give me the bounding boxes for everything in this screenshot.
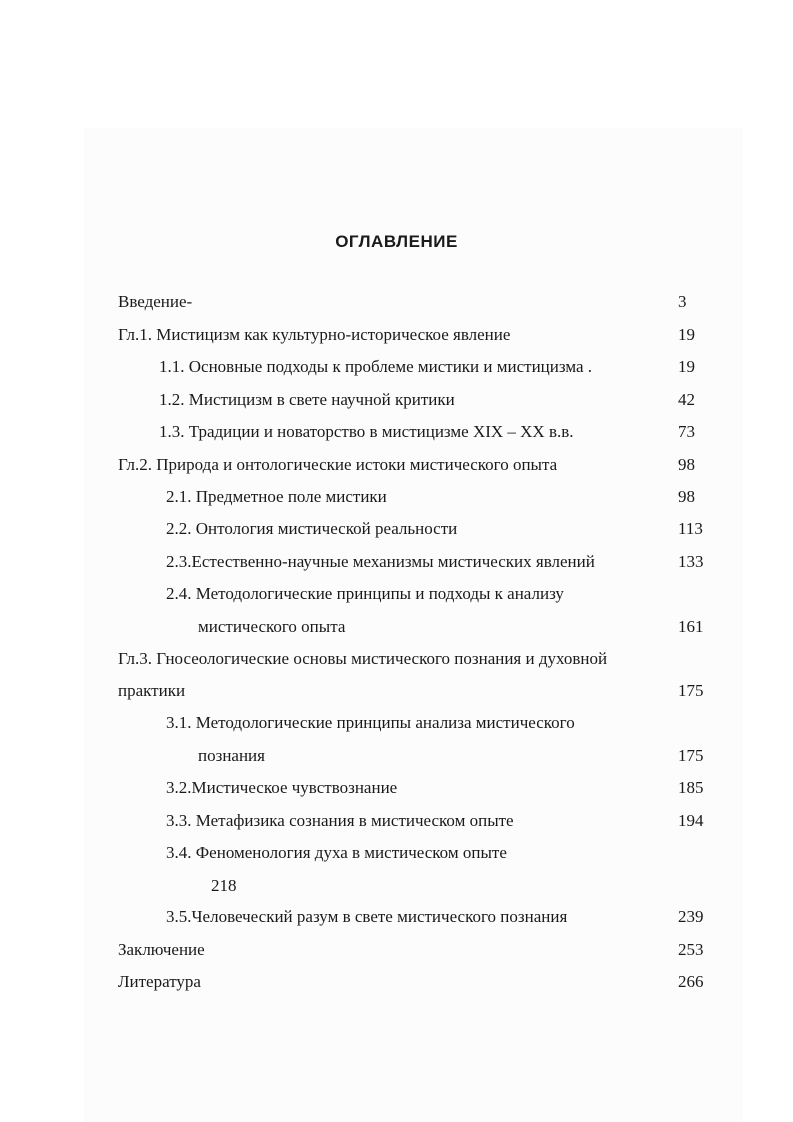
toc-page-number: 194	[678, 811, 704, 830]
page-title: ОГЛАВЛЕНИЕ	[335, 232, 458, 251]
toc-page-number-misplaced: 218	[211, 876, 237, 895]
toc-page-number: 19	[678, 325, 695, 344]
toc-page-number: 239	[678, 907, 704, 926]
toc-page-number: 98	[678, 455, 695, 474]
toc-entry-text: 2.2. Онтология мистической реальности	[166, 519, 458, 538]
toc-entry-text: 3.3. Метафизика сознания в мистическом опыте	[166, 811, 514, 830]
toc-entry-text: Заключение	[118, 940, 205, 959]
toc-entry-text: 2.4. Методологические принципы и подходы к анализу	[166, 584, 564, 603]
toc-entry-text: 2.3.Естественно-научные механизмы мистических явлений	[166, 552, 595, 571]
toc-page-number: 133	[678, 552, 704, 571]
toc-entry-text-continuation: познания	[198, 746, 265, 765]
toc-page-number: 266	[678, 972, 704, 991]
toc-entry-text-continuation: мистического опыта	[198, 617, 346, 636]
toc-page-number: 3	[678, 292, 687, 311]
toc-entry-text: 3.5.Человеческий разум в свете мистического познания	[166, 907, 568, 926]
toc-entry-text: 3.2.Мистическое чувствознание	[166, 778, 398, 797]
toc-page-number: 175	[678, 746, 704, 765]
toc-entry-text: Гл.3. Гносеологические основы мистического познания и духовной	[118, 649, 608, 668]
toc-entry-text: 2.1. Предметное поле мистики	[166, 487, 387, 506]
toc-entry-text: 1.2. Мистицизм в свете научной критики	[159, 390, 455, 409]
toc-page-number: 42	[678, 390, 695, 409]
toc-entry-text-continuation: практики	[118, 681, 186, 700]
toc-page-number: 98	[678, 487, 695, 506]
toc-page-number: 185	[678, 778, 704, 797]
toc-page-number: 73	[678, 422, 695, 441]
toc-entry-text: Литература	[118, 972, 201, 991]
toc-entry-text: Гл.1. Мистицизм как культурно-историческое явление	[118, 325, 511, 344]
toc-entry-text: 1.3. Традиции и новаторство в мистицизме XIX – XX в.в.	[159, 422, 574, 441]
toc-page-number: 175	[678, 681, 704, 700]
toc-entry-text: 3.1. Методологические принципы анализа мистического	[166, 713, 575, 732]
toc-entry-text: Гл.2. Природа и онтологические истоки мистического опыта	[118, 455, 558, 474]
toc-page-number: 19	[678, 357, 695, 376]
toc-page-number: 113	[678, 519, 703, 538]
toc-page-number: 253	[678, 940, 704, 959]
toc-entry-text: 1.1. Основные подходы к проблеме мистики и мистицизма .	[159, 357, 593, 376]
toc-entry-text: Введение-	[118, 292, 193, 311]
toc-page-number: 161	[678, 617, 704, 636]
toc-entry-text: 3.4. Феноменология духа в мистическом опыте	[166, 843, 507, 862]
